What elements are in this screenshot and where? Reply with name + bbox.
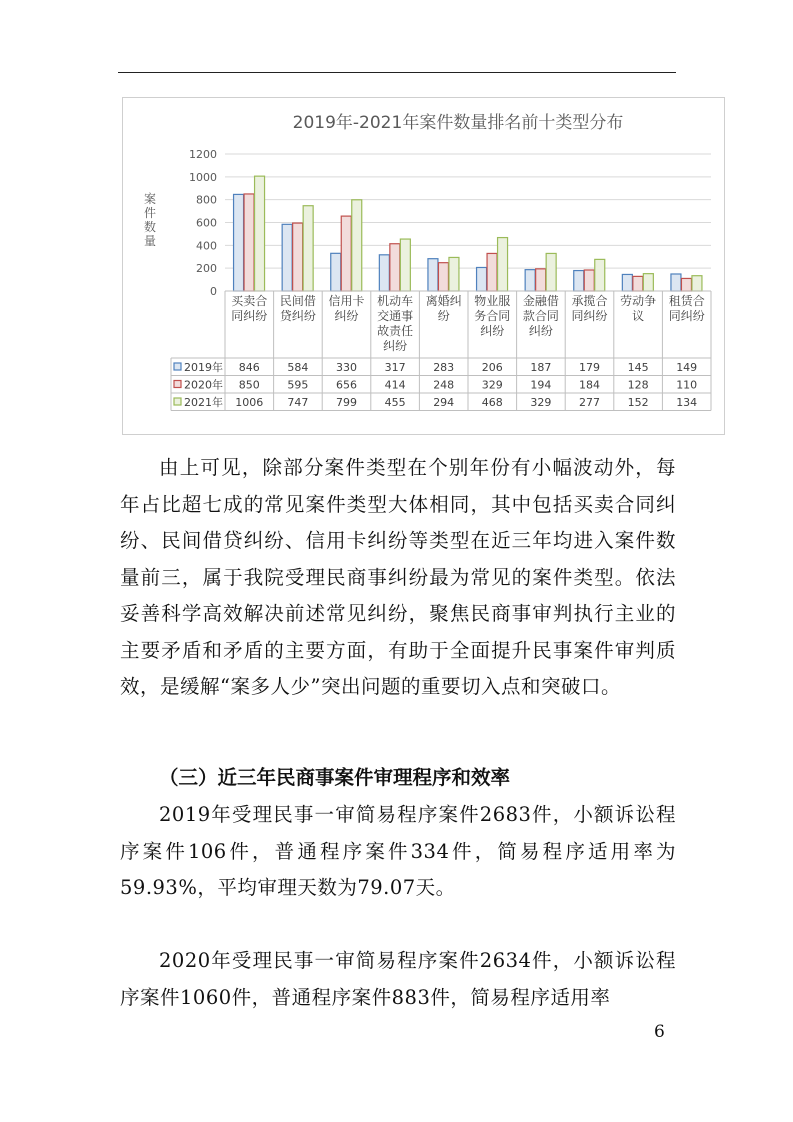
bar-1 xyxy=(282,224,292,291)
data-label: 846 xyxy=(238,361,260,374)
bar-1 xyxy=(525,270,535,291)
header-rule xyxy=(118,72,676,73)
y-tick-label: 0 xyxy=(210,285,217,298)
data-label: 294 xyxy=(433,396,455,409)
bar-1 xyxy=(331,253,341,291)
bar-3 xyxy=(303,206,313,291)
category-label: 同纠纷 xyxy=(571,309,608,323)
category-label: 机动车 xyxy=(377,294,414,308)
data-label: 329 xyxy=(481,378,503,392)
paragraph-analysis: 由上可见，除部分案件类型在个别年份有小幅波动外，每年占比超七成的常见案件类型大体相同，其中包括买卖合同纠纷、民间借贷纠纷、信用卡纠纷等类型在近三年均进入案件数量前三，属于我院受理民商事纠纷最为常见的案件类型。依法妥善科学高效解决前述常见纠纷，聚焦民商事审判执行主业的主要矛盾和矛盾的主要方面，有助于全面提升民事案件审判质效，是缓解“案多人少”突出问题的重要切入点和突破口。 xyxy=(120,456,676,698)
data-label: 747 xyxy=(287,396,309,409)
bar-2 xyxy=(584,270,594,291)
data-label: 110 xyxy=(676,378,698,392)
legend-label: 2020年 xyxy=(184,378,223,392)
bar-1 xyxy=(234,194,244,291)
bar-3 xyxy=(449,257,459,291)
data-label: 329 xyxy=(530,396,552,409)
category-label: 故责任 xyxy=(377,324,414,338)
y-tick-label: 600 xyxy=(196,216,217,230)
category-label: 纠纷 xyxy=(383,339,408,353)
category-label: 买卖合 xyxy=(231,294,268,308)
bar-1 xyxy=(574,271,584,291)
data-label: 317 xyxy=(384,361,406,374)
category-label: 纠纷 xyxy=(480,324,505,338)
y-axis-label-char: 数 xyxy=(143,220,157,234)
data-label: 152 xyxy=(627,396,649,409)
bar-2 xyxy=(293,223,303,291)
bar-chart xyxy=(123,98,726,436)
chart-title: 2019年-2021年案件数量排名前十类型分布 xyxy=(292,113,624,133)
y-tick-label: 400 xyxy=(196,239,217,253)
data-label: 194 xyxy=(530,378,552,392)
bar-1 xyxy=(428,259,438,291)
data-label: 850 xyxy=(238,378,260,392)
data-label: 149 xyxy=(676,361,698,374)
paragraph-2019: 2019年受理民事一审简易程序案件2683件，小额诉讼程序案件106件，普通程序案件334件，简易程序适用率为59.93%，平均审理天数为79.07天。 xyxy=(120,803,676,899)
y-axis-label-char: 件 xyxy=(143,206,157,220)
data-label: 455 xyxy=(384,396,406,409)
data-label: 414 xyxy=(384,378,406,392)
category-label: 离婚纠 xyxy=(425,294,462,308)
bar-2 xyxy=(244,194,254,291)
data-label: 128 xyxy=(627,378,649,392)
legend-key xyxy=(174,381,181,388)
y-tick-label: 200 xyxy=(196,262,217,276)
bar-1 xyxy=(671,274,681,291)
legend-label: 2021年 xyxy=(184,396,223,409)
y-tick-label: 1000 xyxy=(189,170,217,184)
chart-frame xyxy=(122,97,725,435)
y-tick-label: 800 xyxy=(196,193,217,207)
legend-key xyxy=(174,398,181,405)
category-label: 租赁合 xyxy=(668,294,705,308)
data-label: 179 xyxy=(579,361,600,374)
page-number: 6 xyxy=(654,1022,665,1042)
y-axis-label-char: 案 xyxy=(143,192,157,206)
category-label: 务合同 xyxy=(474,309,511,323)
data-label: 1006 xyxy=(235,396,264,409)
legend-label: 2019年 xyxy=(184,361,223,374)
bar-3 xyxy=(692,276,702,291)
y-axis-label-char: 量 xyxy=(143,234,157,248)
category-label: 同纠纷 xyxy=(668,309,705,323)
bar-2 xyxy=(341,216,351,291)
category-label: 贷纠纷 xyxy=(279,309,316,323)
bar-3 xyxy=(400,239,410,291)
category-label: 交通事 xyxy=(377,309,414,323)
category-label: 承揽合 xyxy=(571,294,608,308)
paragraph-2020: 2020年受理民事一审简易程序案件2634件，小额诉讼程序案件1060件，普通程序案件883件，简易程序适用率 xyxy=(120,949,676,1009)
bar-2 xyxy=(633,276,643,291)
data-label: 799 xyxy=(336,396,357,409)
bar-3 xyxy=(498,238,508,291)
bar-1 xyxy=(622,274,632,291)
data-label: 184 xyxy=(579,378,600,392)
y-tick-label: 1200 xyxy=(189,148,217,161)
bar-2 xyxy=(681,278,691,291)
bar-1 xyxy=(477,267,487,291)
data-label: 656 xyxy=(336,378,357,392)
category-label: 纷 xyxy=(437,309,450,323)
category-label: 信用卡 xyxy=(328,294,365,308)
bar-3 xyxy=(352,200,362,291)
bar-2 xyxy=(438,263,448,291)
category-label: 款合同 xyxy=(522,309,559,323)
data-label: 248 xyxy=(433,378,455,392)
data-label: 145 xyxy=(627,361,649,374)
bar-2 xyxy=(536,269,546,291)
category-label: 同纠纷 xyxy=(231,309,268,323)
category-label: 物业服 xyxy=(474,294,511,308)
category-label: 纠纷 xyxy=(528,324,553,338)
data-label: 134 xyxy=(676,396,698,409)
legend-key xyxy=(174,363,181,370)
category-label: 纠纷 xyxy=(334,309,359,323)
bar-3 xyxy=(255,176,265,291)
category-label: 民间借 xyxy=(279,294,316,308)
bar-2 xyxy=(390,244,400,291)
data-label: 187 xyxy=(530,361,552,374)
data-label: 277 xyxy=(579,396,600,409)
category-label: 议 xyxy=(632,309,645,323)
bar-1 xyxy=(379,255,389,291)
data-label: 468 xyxy=(481,396,503,409)
category-label: 金融借 xyxy=(522,294,559,308)
data-label: 584 xyxy=(287,361,309,374)
section-heading: （三）近三年民商事案件审理程序和效率 xyxy=(159,766,511,789)
data-label: 595 xyxy=(287,378,309,392)
bar-3 xyxy=(643,274,653,291)
bar-3 xyxy=(546,253,556,291)
category-label: 劳动争 xyxy=(620,294,657,308)
data-label: 330 xyxy=(336,361,357,374)
data-label: 283 xyxy=(433,361,455,374)
bar-2 xyxy=(487,253,497,291)
data-label: 206 xyxy=(481,361,503,374)
bar-3 xyxy=(595,259,605,291)
